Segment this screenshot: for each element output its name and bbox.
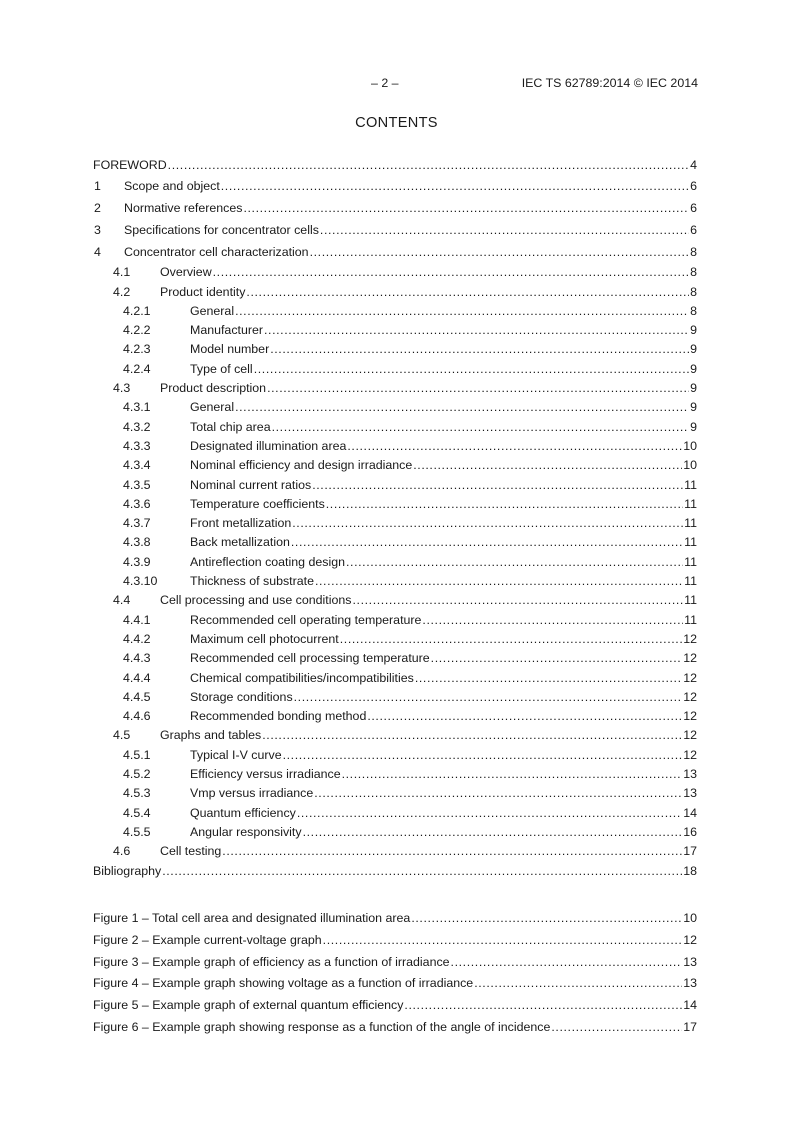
toc-entry-number: 4.3.3 bbox=[123, 438, 151, 453]
figure-entry-leader bbox=[93, 995, 697, 1017]
toc-entry-number: 4.4.5 bbox=[123, 689, 151, 704]
table-of-contents bbox=[93, 156, 697, 881]
toc-entry-label: Graphs and tables bbox=[160, 728, 262, 743]
toc-entry[interactable] bbox=[93, 263, 697, 282]
dot-leader bbox=[315, 572, 683, 591]
toc-entry[interactable] bbox=[93, 321, 697, 340]
toc-entry-number: 4.3.9 bbox=[123, 554, 151, 569]
toc-entry-leader bbox=[160, 283, 697, 302]
toc-entry-number: 4.3.4 bbox=[123, 458, 151, 473]
toc-entry-page: 11 bbox=[684, 574, 697, 589]
toc-entry-leader bbox=[190, 553, 697, 572]
toc-entry-page: 8 bbox=[690, 265, 697, 280]
dot-leader bbox=[303, 823, 683, 842]
toc-entry-label: Product identity bbox=[160, 284, 246, 299]
figure-entry-page: 13 bbox=[683, 976, 697, 991]
figure-entry-leader bbox=[93, 908, 697, 930]
dot-leader bbox=[297, 804, 682, 823]
figure-entry-label: Figure 6 – Example graph showing response as a function of the angle of incidence bbox=[93, 1019, 551, 1034]
toc-entry-leader bbox=[190, 784, 697, 803]
toc-entry-leader bbox=[190, 688, 697, 707]
figure-entry-leader bbox=[93, 1017, 697, 1039]
dot-leader bbox=[235, 398, 689, 417]
dot-leader bbox=[267, 379, 689, 398]
dot-leader bbox=[162, 862, 682, 881]
figure-entry-leader bbox=[93, 930, 697, 952]
toc-entry-number: 4.3.6 bbox=[123, 496, 151, 511]
toc-entry-number: 4.4.3 bbox=[123, 651, 151, 666]
page-title: CONTENTS bbox=[355, 115, 438, 131]
figure-entry-label: Figure 2 – Example current-voltage graph bbox=[93, 932, 322, 947]
toc-entry-leader bbox=[190, 456, 697, 475]
toc-entry-leader bbox=[190, 804, 697, 823]
dot-leader bbox=[326, 495, 683, 514]
toc-entry-page: 11 bbox=[684, 554, 697, 569]
dot-leader bbox=[413, 456, 682, 475]
toc-entry-page: 17 bbox=[683, 844, 697, 859]
toc-entry-page: 12 bbox=[683, 651, 697, 666]
page-number: – 2 – bbox=[371, 76, 399, 90]
dot-leader bbox=[272, 418, 690, 437]
toc-entry-label: Overview bbox=[160, 265, 212, 280]
toc-entry-number: 4.5.5 bbox=[123, 824, 151, 839]
toc-entry-leader bbox=[190, 437, 697, 456]
toc-entry[interactable] bbox=[93, 572, 697, 591]
toc-entry-page: 8 bbox=[690, 303, 697, 318]
toc-entry-leader bbox=[190, 321, 697, 340]
toc-entry-label: Specifications for concentrator cells bbox=[124, 223, 319, 238]
figure-entry-label: Figure 3 – Example graph of efficiency as a function of irradiance bbox=[93, 954, 450, 969]
dot-leader bbox=[451, 952, 683, 974]
dot-leader bbox=[404, 995, 682, 1017]
toc-entry-label: Antireflection coating design bbox=[190, 554, 345, 569]
dot-leader bbox=[415, 669, 682, 688]
toc-entry-page: 13 bbox=[683, 767, 697, 782]
toc-entry-page: 12 bbox=[683, 709, 697, 724]
toc-entry[interactable] bbox=[93, 553, 697, 572]
toc-entry-leader bbox=[124, 197, 697, 219]
toc-entry-leader bbox=[160, 263, 697, 282]
dot-leader bbox=[367, 707, 682, 726]
toc-entry[interactable] bbox=[93, 197, 697, 219]
toc-entry[interactable] bbox=[93, 649, 697, 668]
toc-entry[interactable] bbox=[93, 340, 697, 359]
toc-entry-leader bbox=[190, 630, 697, 649]
figure-entry[interactable] bbox=[93, 908, 697, 930]
dot-leader bbox=[243, 197, 689, 219]
toc-entry-label: Chemical compatibilities/incompatibilities bbox=[190, 670, 414, 685]
toc-entry[interactable] bbox=[93, 784, 697, 803]
toc-entry-page: 12 bbox=[683, 689, 697, 704]
toc-entry-page: 9 bbox=[690, 323, 697, 338]
toc-entry-page: 9 bbox=[690, 361, 697, 376]
toc-entry-number: 4.2.2 bbox=[123, 323, 151, 338]
toc-entry-number: 4.5 bbox=[113, 728, 131, 743]
figure-entry-page: 13 bbox=[683, 954, 697, 969]
figure-entry-leader bbox=[93, 952, 697, 974]
dot-leader bbox=[323, 930, 683, 952]
toc-entry-leader bbox=[190, 746, 697, 765]
toc-entry-label: Recommended bonding method bbox=[190, 709, 367, 724]
dot-leader bbox=[551, 1017, 682, 1039]
toc-entry[interactable] bbox=[93, 669, 697, 688]
toc-entry-page: 9 bbox=[690, 342, 697, 357]
toc-entry[interactable] bbox=[93, 219, 697, 241]
toc-entry-number: 4.1 bbox=[113, 265, 131, 280]
toc-entry[interactable] bbox=[93, 379, 697, 398]
toc-entry-page: 9 bbox=[690, 419, 697, 434]
toc-entry[interactable] bbox=[93, 456, 697, 475]
toc-entry-leader bbox=[190, 476, 697, 495]
toc-entry-leader bbox=[124, 241, 697, 263]
toc-entry-page: 12 bbox=[683, 670, 697, 685]
toc-entry-label: Angular responsivity bbox=[190, 824, 302, 839]
toc-entry[interactable] bbox=[93, 726, 697, 745]
toc-entry-page: 6 bbox=[690, 201, 697, 216]
toc-entry-number: 4.4.4 bbox=[123, 670, 151, 685]
toc-entry-leader bbox=[190, 765, 697, 784]
toc-entry-leader bbox=[93, 862, 697, 881]
toc-entry-number: 4.5.4 bbox=[123, 805, 151, 820]
toc-entry-label: Manufacturer bbox=[190, 323, 264, 338]
toc-entry-label: Normative references bbox=[124, 201, 243, 216]
toc-entry-label: General bbox=[190, 303, 235, 318]
dot-leader bbox=[320, 219, 689, 241]
toc-entry-page: 12 bbox=[683, 747, 697, 762]
dot-leader bbox=[283, 746, 683, 765]
toc-entry-leader bbox=[190, 360, 697, 379]
figure-entry[interactable] bbox=[93, 1017, 697, 1039]
toc-entry[interactable] bbox=[93, 514, 697, 533]
toc-entry-label: Typical I-V curve bbox=[190, 747, 282, 762]
toc-entry-label: Recommended cell operating temperature bbox=[190, 612, 422, 627]
toc-entry-leader bbox=[190, 495, 697, 514]
figure-entry-page: 14 bbox=[683, 998, 697, 1013]
toc-entry-number: 4.3 bbox=[113, 381, 131, 396]
dot-leader bbox=[340, 630, 682, 649]
toc-entry-leader bbox=[124, 219, 697, 241]
toc-entry[interactable] bbox=[93, 862, 697, 881]
toc-entry-number: 4.4.6 bbox=[123, 709, 151, 724]
toc-entry-label: General bbox=[190, 400, 235, 415]
toc-entry-leader bbox=[190, 707, 697, 726]
standard-reference: IEC TS 62789:2014 © IEC 2014 bbox=[521, 76, 698, 90]
dot-leader bbox=[352, 591, 683, 610]
toc-entry[interactable] bbox=[93, 823, 697, 842]
toc-entry-number: 4.3.7 bbox=[123, 516, 151, 531]
toc-entry-leader bbox=[190, 514, 697, 533]
toc-entry-page: 4 bbox=[690, 158, 697, 172]
toc-entry-label: Vmp versus irradiance bbox=[190, 786, 314, 801]
toc-entry[interactable] bbox=[93, 611, 697, 630]
toc-entry-leader bbox=[160, 726, 697, 745]
dot-leader bbox=[221, 175, 689, 197]
dot-leader bbox=[235, 302, 689, 321]
toc-entry-number: 1 bbox=[94, 179, 101, 194]
dot-leader bbox=[431, 649, 683, 668]
toc-entry[interactable] bbox=[93, 156, 697, 175]
toc-entry-leader bbox=[160, 379, 697, 398]
dot-leader bbox=[312, 476, 683, 495]
dot-leader bbox=[342, 765, 683, 784]
toc-entry[interactable] bbox=[93, 360, 697, 379]
figure-entry-page: 12 bbox=[683, 932, 697, 947]
dot-leader bbox=[474, 973, 682, 995]
toc-entry-number: 4.5.2 bbox=[123, 767, 151, 782]
dot-leader bbox=[246, 283, 689, 302]
toc-entry-leader bbox=[190, 302, 697, 321]
toc-entry[interactable] bbox=[93, 533, 697, 552]
dot-leader bbox=[254, 360, 689, 379]
toc-entry-number: 4.2 bbox=[113, 284, 131, 299]
dot-leader bbox=[314, 784, 682, 803]
toc-entry-leader bbox=[190, 611, 697, 630]
dot-leader bbox=[291, 533, 683, 552]
toc-entry-label: Front metallization bbox=[190, 516, 292, 531]
toc-entry-label: Nominal efficiency and design irradiance bbox=[190, 458, 413, 473]
toc-entry[interactable] bbox=[93, 591, 697, 610]
toc-entry-leader bbox=[190, 649, 697, 668]
toc-entry-page: 9 bbox=[690, 381, 697, 396]
toc-entry-number: 3 bbox=[94, 223, 101, 238]
toc-entry-page: 6 bbox=[690, 223, 697, 238]
toc-entry-label: Type of cell bbox=[190, 361, 253, 376]
toc-entry-page: 10 bbox=[683, 458, 697, 473]
toc-entry-leader bbox=[190, 823, 697, 842]
toc-entry-number: 2 bbox=[94, 201, 101, 216]
toc-entry-leader bbox=[160, 842, 697, 861]
toc-entry-leader bbox=[190, 398, 697, 417]
toc-entry-label: Back metallization bbox=[190, 535, 290, 550]
dot-leader bbox=[264, 321, 689, 340]
toc-entry[interactable] bbox=[93, 495, 697, 514]
toc-entry-leader bbox=[190, 418, 697, 437]
toc-entry-label: FOREWORD bbox=[93, 158, 167, 172]
toc-entry-page: 10 bbox=[683, 438, 697, 453]
toc-entry-label: Bibliography bbox=[93, 863, 162, 878]
toc-entry-label: Cell testing bbox=[160, 844, 222, 859]
figure-entry-label: Figure 4 – Example graph showing voltage as a function of irradiance bbox=[93, 976, 474, 991]
toc-entry-label: Concentrator cell characterization bbox=[124, 245, 309, 260]
toc-entry-leader bbox=[160, 591, 697, 610]
figure-entry-page: 10 bbox=[683, 911, 697, 925]
toc-entry-number: 4.3.10 bbox=[123, 574, 158, 589]
toc-entry[interactable] bbox=[93, 707, 697, 726]
dot-leader bbox=[422, 611, 683, 630]
toc-entry-number: 4.4 bbox=[113, 593, 131, 608]
figure-entry-leader bbox=[93, 973, 697, 995]
toc-entry-page: 9 bbox=[690, 400, 697, 415]
toc-entry[interactable] bbox=[93, 746, 697, 765]
dot-leader bbox=[294, 688, 683, 707]
toc-entry-label: Efficiency versus irradiance bbox=[190, 767, 341, 782]
toc-entry[interactable] bbox=[93, 302, 697, 321]
toc-entry[interactable] bbox=[93, 418, 697, 437]
dot-leader bbox=[222, 842, 682, 861]
dot-leader bbox=[262, 726, 682, 745]
toc-entry[interactable] bbox=[93, 842, 697, 861]
figure-entry[interactable] bbox=[93, 952, 697, 974]
toc-entry-label: Thickness of substrate bbox=[190, 574, 314, 589]
toc-entry[interactable] bbox=[93, 398, 697, 417]
toc-entry-number: 4.3.2 bbox=[123, 419, 151, 434]
toc-entry-label: Quantum efficiency bbox=[190, 805, 296, 820]
toc-entry-leader bbox=[93, 156, 697, 175]
toc-entry[interactable] bbox=[93, 175, 697, 197]
toc-entry-page: 13 bbox=[683, 786, 697, 801]
toc-entry-leader bbox=[190, 340, 697, 359]
figure-entry-page: 17 bbox=[683, 1019, 697, 1034]
dot-leader bbox=[213, 263, 689, 282]
toc-entry-label: Product description bbox=[160, 381, 267, 396]
toc-entry-page: 11 bbox=[684, 496, 697, 511]
toc-entry-leader bbox=[190, 533, 697, 552]
figure-entry-label: Figure 1 – Total cell area and designated illumination area bbox=[93, 911, 411, 925]
toc-entry-page: 8 bbox=[690, 245, 697, 260]
toc-entry-number: 4.3.5 bbox=[123, 477, 151, 492]
toc-entry-page: 11 bbox=[684, 593, 697, 608]
dot-leader bbox=[292, 514, 683, 533]
toc-entry-number: 4.2.3 bbox=[123, 342, 151, 357]
dot-leader bbox=[347, 437, 682, 456]
toc-entry-page: 12 bbox=[683, 631, 697, 646]
toc-entry-label: Maximum cell photocurrent bbox=[190, 631, 339, 646]
toc-entry-number: 4.6 bbox=[113, 844, 131, 859]
toc-entry[interactable] bbox=[93, 437, 697, 456]
toc-entry-label: Storage conditions bbox=[190, 689, 293, 704]
toc-entry-label: Recommended cell processing temperature bbox=[190, 651, 430, 666]
toc-entry-leader bbox=[190, 669, 697, 688]
toc-entry-label: Total chip area bbox=[190, 419, 271, 434]
toc-entry-page: 12 bbox=[683, 728, 697, 743]
toc-entry-label: Nominal current ratios bbox=[190, 477, 312, 492]
toc-entry-number: 4 bbox=[94, 245, 101, 260]
toc-entry[interactable] bbox=[93, 283, 697, 302]
toc-entry[interactable] bbox=[93, 804, 697, 823]
dot-leader bbox=[346, 553, 683, 572]
dot-leader bbox=[310, 241, 690, 263]
toc-entry-page: 11 bbox=[684, 516, 697, 531]
figure-entry[interactable] bbox=[93, 973, 697, 995]
toc-entry-number: 4.2.1 bbox=[123, 303, 151, 318]
dot-leader bbox=[168, 156, 689, 175]
list-of-figures bbox=[93, 908, 697, 1039]
toc-entry-label: Model number bbox=[190, 342, 270, 357]
toc-entry-number: 4.2.4 bbox=[123, 361, 151, 376]
toc-entry-number: 4.3.8 bbox=[123, 535, 151, 550]
toc-entry-leader bbox=[124, 175, 697, 197]
toc-entry-leader bbox=[190, 572, 697, 591]
toc-entry-label: Temperature coefficients bbox=[190, 496, 325, 511]
toc-entry[interactable] bbox=[93, 241, 697, 263]
toc-entry-label: Scope and object bbox=[124, 179, 220, 194]
toc-entry-number: 4.4.1 bbox=[123, 612, 151, 627]
toc-entry-page: 11 bbox=[684, 535, 697, 550]
toc-entry[interactable] bbox=[93, 630, 697, 649]
toc-entry-page: 6 bbox=[690, 179, 697, 194]
toc-entry-number: 4.3.1 bbox=[123, 400, 151, 415]
toc-entry-page: 14 bbox=[683, 805, 697, 820]
toc-entry-page: 11 bbox=[684, 612, 697, 627]
toc-entry[interactable] bbox=[93, 765, 697, 784]
figure-entry-label: Figure 5 – Example graph of external quantum efficiency bbox=[93, 998, 404, 1013]
toc-entry[interactable] bbox=[93, 688, 697, 707]
toc-entry-label: Designated illumination area bbox=[190, 438, 347, 453]
toc-entry-number: 4.4.2 bbox=[123, 631, 151, 646]
toc-entry-page: 18 bbox=[683, 863, 697, 878]
toc-entry-page: 8 bbox=[690, 284, 697, 299]
page-header bbox=[0, 76, 793, 92]
toc-entry-page: 11 bbox=[684, 477, 697, 492]
figure-entry[interactable] bbox=[93, 930, 697, 952]
toc-entry-number: 4.5.1 bbox=[123, 747, 151, 762]
toc-entry-number: 4.5.3 bbox=[123, 786, 151, 801]
toc-entry-page: 16 bbox=[683, 824, 697, 839]
toc-entry-label: Cell processing and use conditions bbox=[160, 593, 352, 608]
dot-leader bbox=[411, 908, 682, 930]
toc-entry[interactable] bbox=[93, 476, 697, 495]
dot-leader bbox=[270, 340, 689, 359]
figure-entry[interactable] bbox=[93, 995, 697, 1017]
